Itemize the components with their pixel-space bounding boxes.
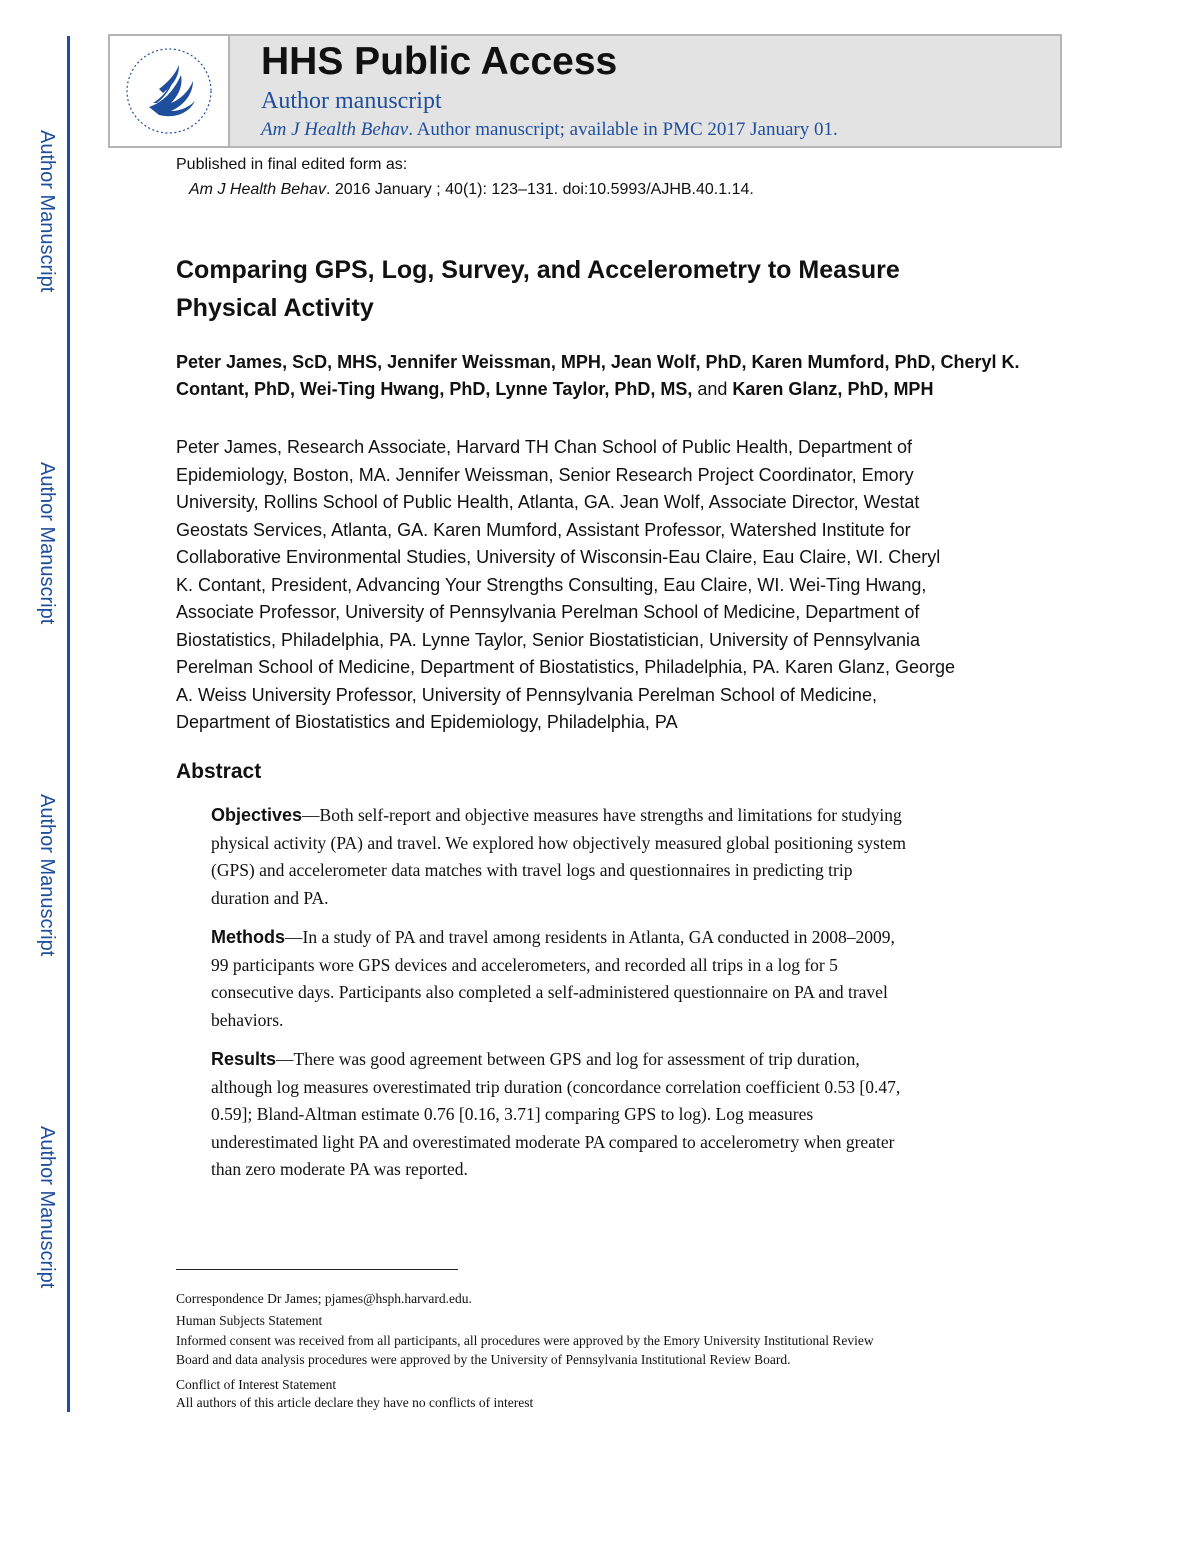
abstract-line: physical activity (PA) and travel. We explored how objectively measured global positioning system (211, 832, 907, 853)
affiliation-line: Peter James, Research Associate, Harvard TH Chan School of Public Health, Department of (176, 437, 913, 457)
paper-title (176, 251, 1036, 327)
abstract-objectives (211, 802, 1011, 912)
abstract-line (211, 1046, 1011, 1074)
abstract-line: (GPS) and accelerometer data matches with travel logs and questionnaires in predicting trip (211, 860, 853, 880)
abstract-line: consecutive days. Participants also completed a self-administered questionnaire on PA and travel (211, 982, 888, 1002)
abstract-line: although log measures overestimated trip duration (concordance correlation coefficient 0.53 [0.47, (211, 1076, 901, 1097)
abstract-line (211, 924, 1011, 952)
availability-text: . Author manuscript; available in PMC 2017 January 01. (408, 119, 838, 140)
affiliation-line: Geostats Services, Atlanta, GA. Karen Mumford, Assistant Professor, Watershed Institute for (176, 519, 911, 540)
paper-title-line: Comparing GPS, Log, Survey, and Accelerometry to Measure (176, 256, 900, 284)
abstract-results (211, 1046, 1011, 1184)
objectives-label: Objectives (211, 805, 303, 825)
affiliation-line: K. Contant, President, Advancing Your Strengths Consulting, Eau Claire, WI. Wei-Ting Hwang, (176, 574, 927, 595)
methods-text: —In a study of PA and travel among residents in Atlanta, GA conducted in 2008–2009, (285, 927, 895, 947)
footnote-line: Board and data analysis procedures were approved by the University of Pennsylvania Institutional Review Board. (176, 1352, 791, 1367)
author-names-last: Karen Glanz, PhD, MPH (732, 379, 934, 399)
objectives-text: —Both self-report and objective measures have strengths and limitations for studying (302, 805, 902, 825)
conflict-heading: Conflict of Interest Statement (176, 1377, 337, 1392)
correspondence-note: Correspondence Dr James; pjames@hsph.harvard.edu. (176, 1291, 472, 1306)
human-subjects-heading: Human Subjects Statement (176, 1313, 323, 1328)
affiliation-line: Department of Biostatistics and Epidemiology, Philadelphia, PA (176, 712, 678, 732)
author-list (176, 349, 1036, 403)
abstract-line: duration and PA. (211, 887, 329, 908)
hhs-eagle-seal-icon (123, 45, 215, 137)
affiliation-line: Perelman School of Medicine, Department of Biostatistics, Philadelphia, PA. Karen Glanz, George (176, 657, 956, 677)
published-form-label: Published in final edited form as: (176, 156, 408, 173)
results-label: Results (211, 1049, 277, 1069)
footnote-line: Informed consent was received from all participants, all procedures were approved by the Emory University Institutional Review (176, 1333, 874, 1348)
footnote-divider (176, 1269, 458, 1270)
author-names: Peter James, ScD, MHS, Jennifer Weissman, MPH, Jean Wolf, PhD, Karen Mumford, PhD, Cheryl K. Contant, PhD, Wei-Ting Hwang, PhD, Lynne Taylor, PhD, MS, (176, 352, 1020, 399)
abstract-methods (211, 924, 1011, 1034)
citation-journal: Am J Health Behav (189, 181, 326, 198)
side-label-author-manuscript: Author Manuscript (36, 462, 58, 625)
affiliation-line: Epidemiology, Boston, MA. Jennifer Weissman, Senior Research Project Coordinator, Emory (176, 464, 914, 485)
affiliations (176, 434, 1036, 737)
affiliation-line: A. Weiss University Professor, University of Pennsylvania Perelman School of Medicine, (176, 684, 877, 705)
availability-journal: Am J Health Behav (261, 119, 409, 140)
affiliation-line: University, Rollins School of Public Health, Atlanta, GA. Jean Wolf, Associate Director, Westat (176, 492, 920, 512)
hhs-logo (110, 36, 230, 146)
availability-line (261, 119, 838, 141)
abstract-line: behaviors. (211, 1009, 284, 1030)
abstract-line: underestimated light PA and overestimated moderate PA compared to accelerometry when greater (211, 1131, 895, 1152)
human-subjects-statement (176, 1331, 1036, 1369)
publication-citation (189, 181, 754, 199)
author-manuscript-label: Author manuscript (261, 88, 442, 114)
abstract-line (211, 802, 1011, 830)
side-label-author-manuscript: Author Manuscript (36, 130, 58, 293)
paper-title-line: Physical Activity (176, 294, 374, 322)
abstract-line: 0.59]; Bland-Altman estimate 0.76 [0.16, 3.71] comparing GPS to log). Log measures (211, 1104, 814, 1124)
abstract-line: 99 participants wore GPS devices and accelerometers, and recorded all trips in a log for 5 (211, 954, 838, 975)
results-text: —There was good agreement between GPS and log for assessment of trip duration, (276, 1049, 860, 1069)
side-margin-rule (67, 36, 70, 1412)
affiliation-line: Biostatistics, Philadelphia, PA. Lynne Taylor, Senior Biostatistician, University of Pennsylvania (176, 629, 921, 650)
affiliation-line: Associate Professor, University of Pennsylvania Perelman School of Medicine, Department of (176, 602, 920, 622)
side-label-author-manuscript: Author Manuscript (36, 1126, 58, 1289)
hhs-header-banner (108, 34, 1062, 148)
methods-label: Methods (211, 927, 285, 947)
side-label-author-manuscript: Author Manuscript (36, 794, 58, 957)
hhs-public-access-title: HHS Public Access (261, 40, 618, 83)
conflict-statement: All authors of this article declare they have no conflicts of interest (176, 1395, 534, 1410)
affiliation-line: Collaborative Environmental Studies, University of Wisconsin-Eau Claire, Eau Claire, WI. Cheryl (176, 547, 941, 567)
author-conjunction: and (692, 379, 733, 399)
abstract-line: than zero moderate PA was reported. (211, 1159, 468, 1179)
abstract-heading: Abstract (176, 760, 262, 783)
citation-details: . 2016 January ; 40(1): 123–131. doi:10.5993/AJHB.40.1.14. (325, 181, 754, 198)
